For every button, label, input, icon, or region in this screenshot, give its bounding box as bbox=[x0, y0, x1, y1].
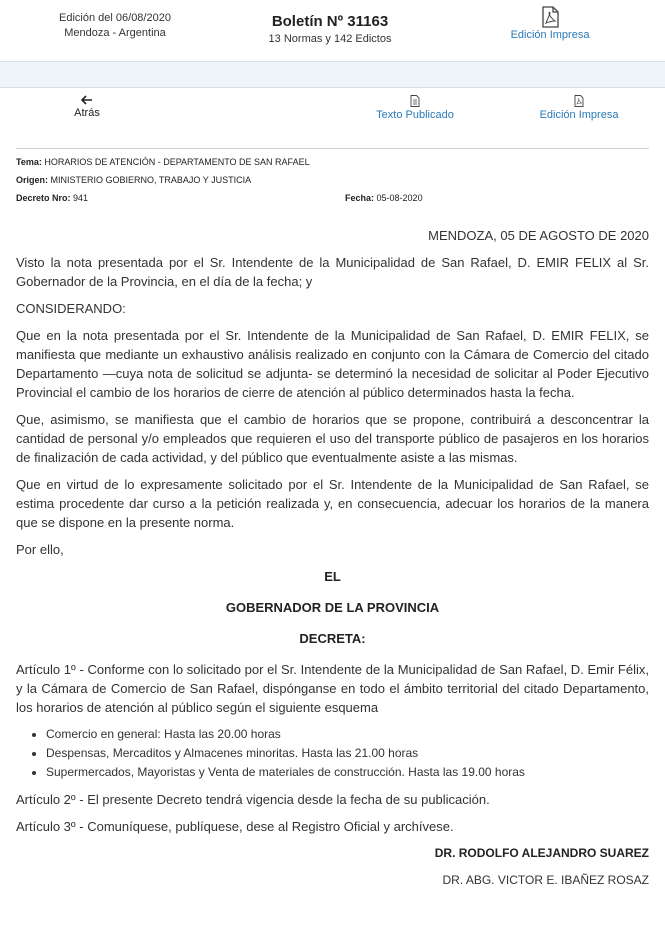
paragraph-considerando-3: Que en virtud de lo expresamente solicitado por el Sr. Intendente de la Municipalidad de San Rafael, se estima procedente dar curso a la petición realizada y, en consecuencia, adecuar los horarios de la manera que se dispone en la presente norma. bbox=[16, 477, 649, 530]
meta-tema bbox=[16, 156, 310, 168]
pdf-icon bbox=[539, 6, 561, 28]
edition-date: Edición del 06/08/2020 bbox=[59, 12, 171, 24]
meta-decreto bbox=[16, 192, 88, 204]
articulo-3: Artículo 3º - Comuníquese, publíquese, dese al Registro Oficial y archívese. bbox=[16, 819, 454, 834]
decreto-label: Decreto Nro: bbox=[16, 193, 71, 203]
edition-place: Mendoza - Argentina bbox=[64, 27, 166, 39]
heading-decreta: DECRETA: bbox=[299, 631, 366, 646]
decreto-value: 941 bbox=[73, 193, 89, 203]
boletin-title: Boletín Nº 31163 bbox=[271, 13, 389, 30]
document-icon bbox=[410, 95, 420, 107]
header-band bbox=[0, 62, 665, 88]
paragraph-considerando-2: Que, asimismo, se manifiesta que el cambio de horarios que se propone, contribuirá a desconcentrar la cantidad de personal y/o empleados que requieren el uso del transporte público de pasajeros en los horarios de finalización de cada actividad, y del público que eventualmente asiste a las mismas. bbox=[16, 412, 649, 465]
edition-info bbox=[55, 11, 175, 41]
place-date: MENDOZA, 05 DE AGOSTO DE 2020 bbox=[428, 228, 649, 243]
texto-publicado-button[interactable] bbox=[370, 95, 460, 122]
boletin-heading bbox=[230, 13, 430, 47]
back-button[interactable] bbox=[62, 95, 112, 120]
divider bbox=[16, 148, 649, 149]
articulo-1: Artículo 1º - Conforme con lo solicitado por el Sr. Intendente de la Municipalidad de San Rafael, D. Emir Félix, y la Cámara de Comercio de San Rafael, dispónganse en todo el ámbito territorial del citado Departamento, los horarios de atención al público según el siguiente esquema bbox=[16, 662, 649, 715]
origen-label: Origen: bbox=[16, 175, 49, 185]
considerando: CONSIDERANDO: bbox=[16, 301, 126, 316]
list-item: • Comercio en general: Hasta las 20.00 horas bbox=[46, 725, 649, 744]
horarios-list bbox=[16, 725, 649, 782]
paragraph-considerando-1: Que en la nota presentada por el Sr. Intendente de la Municipalidad de San Rafael, D. EMIR FELIX, se manifiesta que mediante un exhaustivo análisis realizado en conjunto con la Cámara de Comercio del citado Departamento —cuya nota de solicitud se adjunta- se determinó la necesidad de solicitar al Poder Ejecutivo Provincial el cambio de los horarios de cierre de atención al público determinados hasta la fecha. bbox=[16, 328, 649, 400]
edicion-impresa-button[interactable] bbox=[532, 95, 626, 122]
signature-governor: DR. RODOLFO ALEJANDRO SUAREZ bbox=[434, 846, 649, 860]
toolbar bbox=[0, 89, 665, 129]
fecha-label: Fecha: bbox=[345, 193, 375, 203]
fecha-value: 05-08-2020 bbox=[376, 193, 423, 203]
arrow-left-icon bbox=[81, 95, 93, 105]
pdf-icon bbox=[574, 95, 584, 107]
origen-value: MINISTERIO GOBIERNO, TRABAJO Y JUSTICIA bbox=[50, 175, 252, 185]
boletin-subtitle: 13 Normas y 142 Edictos bbox=[268, 33, 392, 45]
back-label: Atrás bbox=[74, 107, 100, 119]
por-ello: Por ello, bbox=[16, 542, 64, 557]
edicion-impresa-link-top[interactable] bbox=[505, 6, 595, 42]
edicion-impresa-label: Edición Impresa bbox=[539, 109, 619, 121]
list-item: • Despensas, Mercaditos y Almacenes minoritas. Hasta las 21.00 horas bbox=[46, 744, 649, 763]
tema-label: Tema: bbox=[16, 157, 42, 167]
tema-value: HORARIOS DE ATENCIÓN - DEPARTAMENTO DE SAN RAFAEL bbox=[44, 157, 310, 167]
heading-gobernador: GOBERNADOR DE LA PROVINCIA bbox=[225, 600, 440, 615]
meta-origen bbox=[16, 174, 251, 186]
decree-body bbox=[16, 226, 649, 890]
texto-publicado-label: Texto Publicado bbox=[376, 109, 454, 121]
meta-fecha bbox=[345, 192, 423, 204]
paragraph-visto: Visto la nota presentada por el Sr. Intendente de la Municipalidad de San Rafael, D. EMIR FELIX al Sr. Gobernador de la Provincia, en el día de la fecha; y bbox=[16, 255, 649, 289]
edicion-impresa-label: Edición Impresa bbox=[510, 29, 590, 41]
page-header bbox=[0, 0, 665, 62]
signature-minister: DR. ABG. VICTOR E. IBAÑEZ ROSAZ bbox=[442, 873, 649, 887]
articulo-2: Artículo 2º - El presente Decreto tendrá vigencia desde la fecha de su publicación. bbox=[16, 792, 490, 807]
heading-el: EL bbox=[324, 569, 341, 584]
list-item: • Supermercados, Mayoristas y Venta de materiales de construcción. Hasta las 19.00 horas bbox=[46, 763, 649, 782]
